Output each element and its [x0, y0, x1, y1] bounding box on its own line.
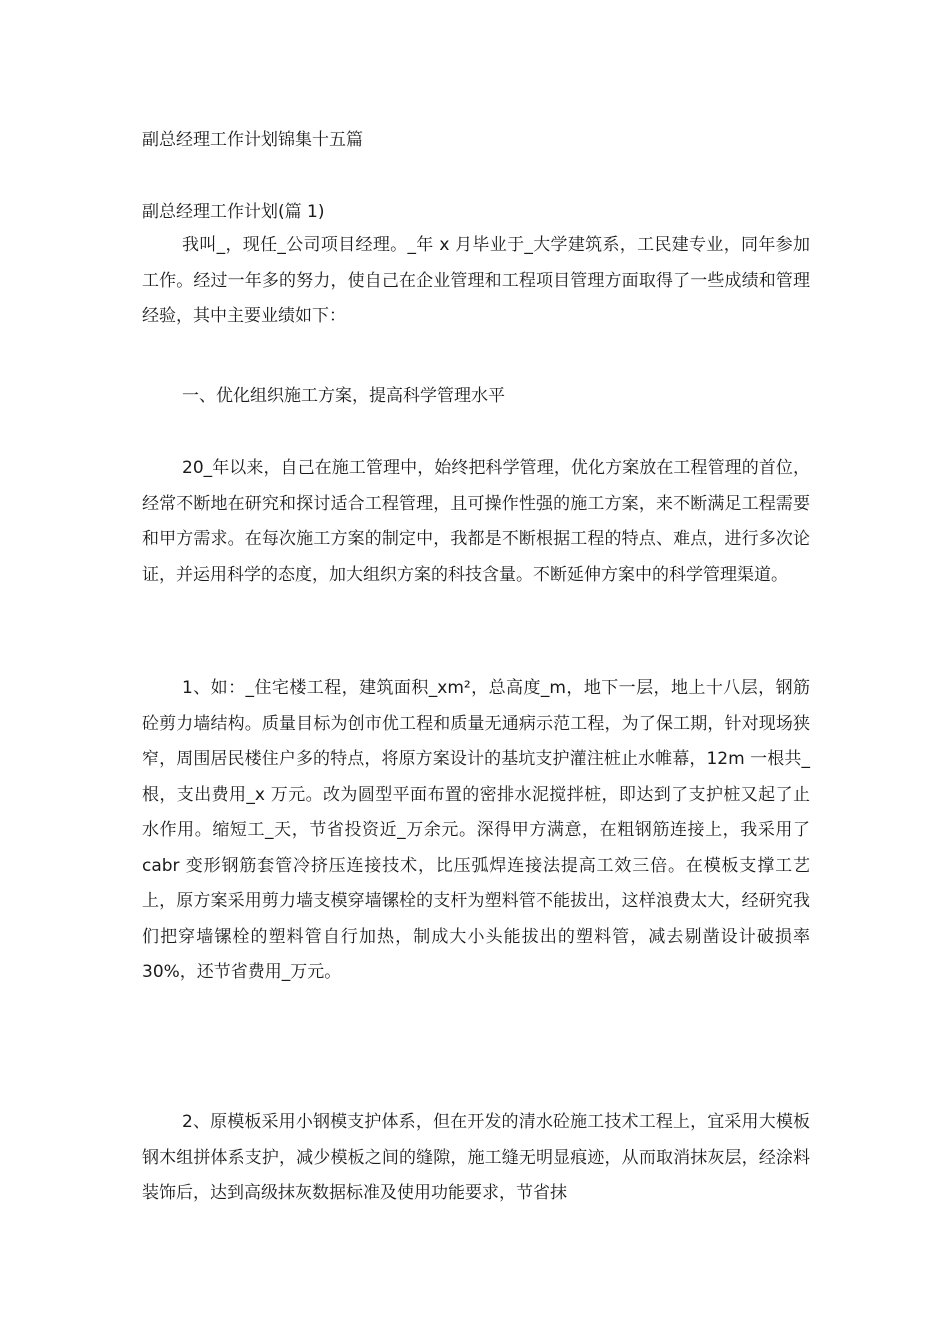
paragraph-management: 20_年以来，自己在施工管理中，始终把科学管理，优化方案放在工程管理的首位，经常不断地在研究和探讨适合工程管理，且可操作性强的施工方案，来不断满足工程需要和甲方需求。在每次施工方案的制定中，我都是不断根据工程的特点、难点，进行多次论证，并运用科学的态度，加大组织方案的科技含量。不断延伸方案中的科学管理渠道。: [142, 458, 810, 585]
section-heading: 副总经理工作计划(篇 1): [142, 202, 325, 222]
paragraph-item-2: 2、原模板采用小钢模支护体系，但在开发的清水砼施工技术工程上，宜采用大模板钢木组拼体系支护，减少模板之间的缝隙，施工缝无明显痕迹，从而取消抹灰层，经涂料装饰后，达到高级抹灰数据标准及使用功能要求，节省抹: [142, 1112, 810, 1203]
subheading-optimize-plan: 一、优化组织施工方案，提高科学管理水平: [182, 386, 505, 406]
paragraph-item-1: 1、如：_住宅楼工程，建筑面积_xm²，总高度_m，地下一层，地上十八层，钢筋砼剪力墙结构。质量目标为创市优工程和质量无通病示范工程，为了保工期，针对现场狭窄，周围居民楼住户多的特点，将原方案设计的基坑支护灌注桩止水帷幕，12m 一根共_根，支出费用_x 万元。改为圆型平面布置的密排水泥搅拌桩，即达到了支护桩又起了止水作用。缩短工_天，节省投资近_万余元。深得甲方满意，在粗钢筋连接上，我采用了 cabr 变形钢筋套管冷挤压连接技术，比压弧焊连接法提高工效三倍。在模板支撑工艺上，原方案采用剪力墙支模穿墙镙栓的支杆为塑料管不能拔出，这样浪费太大，经研究我们把穿墙镙栓的塑料管自行加热，制成大小头能拔出的塑料管，减去剔凿设计破损率 30%，还节省费用_万元。: [142, 678, 810, 982]
document-title: 副总经理工作计划锦集十五篇: [142, 130, 363, 150]
paragraph-intro: 我叫_，现任_公司项目经理。_年 x 月毕业于_大学建筑系，工民建专业，同年参加工作。经过一年多的努力，使自己在企业管理和工程项目管理方面取得了一些成绩和管理经验，其中主要业绩如下：: [142, 235, 810, 326]
